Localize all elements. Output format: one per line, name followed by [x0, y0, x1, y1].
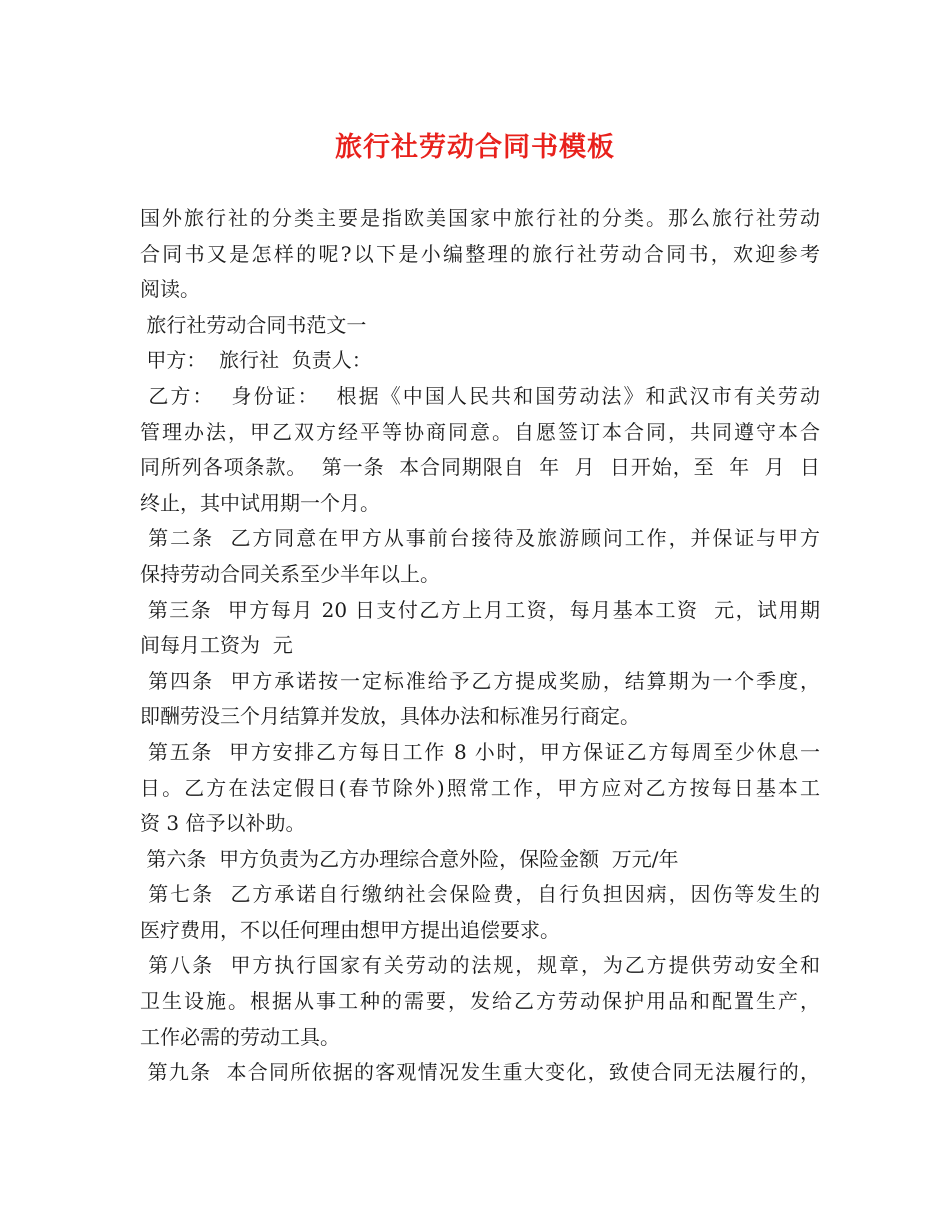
document-line: 保持劳动合同关系至少半年以上。	[140, 561, 440, 586]
document-line: 第二条 乙方同意在甲方从事前台接待及旅游顾问工作，并保证与甲方	[140, 526, 820, 551]
document-line: 第九条 本合同所依据的客观情况发生重大变化，致使合同无法履行的，	[140, 1060, 820, 1085]
document-line: 乙方： 身份证： 根据《中国人民共和国劳动法》和武汉市有关劳动	[140, 383, 820, 408]
document-line: 第四条 甲方承诺按一定标准给予乙方提成奖励，结算期为一个季度，	[140, 668, 820, 693]
document-title: 旅行社劳动合同书模板	[335, 132, 615, 163]
document-line: 第三条 甲方每月 20 日支付乙方上月工资，每月基本工资 元，试用期	[140, 597, 820, 622]
document-line: 甲方： 旅行社 负责人：	[140, 348, 372, 373]
document-line: 第七条 乙方承诺自行缴纳社会保险费，自行负担因病，因伤等发生的	[140, 882, 820, 907]
document-line: 旅行社劳动合同书范文一	[140, 312, 367, 337]
document-line: 阅读。	[140, 277, 200, 302]
document-line: 资 3 倍予以补助。	[140, 811, 306, 836]
document-line: 即酬劳没三个月结算并发放，具体办法和标准另行商定。	[140, 704, 640, 729]
document-line: 间每月工资为 元	[140, 633, 293, 658]
document-line: 管理办法，甲乙双方经平等协商同意。自愿签订本合同，共同遵守本合	[140, 419, 820, 444]
document-line: 医疗费用，不以任何理由想甲方提出追偿要求。	[140, 917, 560, 942]
document-line: 国外旅行社的分类主要是指欧美国家中旅行社的分类。那么旅行社劳动	[140, 206, 820, 230]
document-line: 第五条 甲方安排乙方每日工作 8 小时，甲方保证乙方每周至少休息一	[140, 739, 820, 764]
document-body	[140, 201, 820, 1091]
document-line: 卫生设施。根据从事工种的需要，发给乙方劳动保护用品和配置生产，	[140, 989, 820, 1014]
document-line: 合同书又是怎样的呢?以下是小编整理的旅行社劳动合同书，欢迎参考	[140, 241, 820, 266]
document-line: 第八条 甲方执行国家有关劳动的法规，规章，为乙方提供劳动安全和	[140, 953, 820, 978]
document-line: 终止，其中试用期一个月。	[140, 490, 380, 515]
document-line: 工作必需的劳动工具。	[140, 1024, 340, 1049]
document-line: 同所列各项条款。 第一条 本合同期限自 年 月 日开始，至 年 月 日	[140, 455, 820, 480]
document-line: 日。乙方在法定假日(春节除外)照常工作，甲方应对乙方按每日基本工	[140, 775, 820, 800]
document-line: 第六条 甲方负责为乙方办理综合意外险，保险金额 万元/年	[140, 846, 679, 871]
